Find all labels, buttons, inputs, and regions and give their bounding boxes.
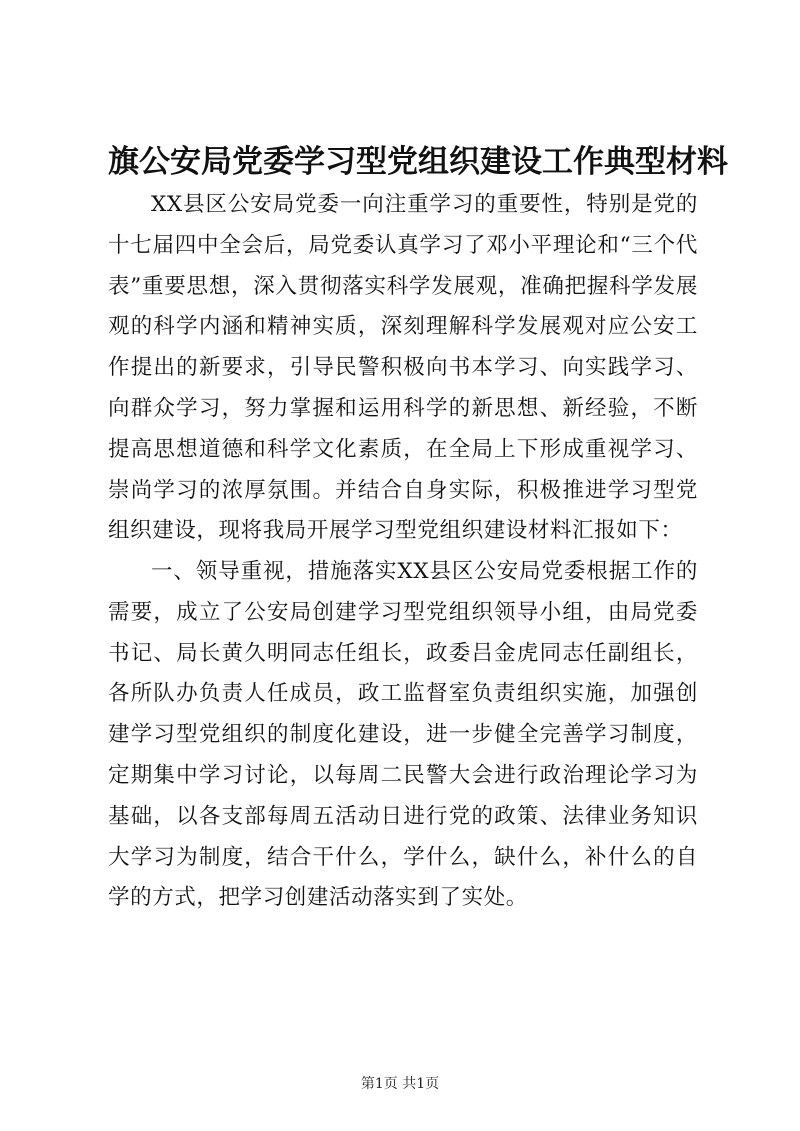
body-paragraph-intro: XX县区公安局党委一向注重学习的重要性，特别是党的十七届四中全会后，局党委认真学习了邓小平理论和“三个代表”重要思想，深入贯彻落实科学发展观，准确把握科学发展观的科学内涵和精神实质，深刻理解科学发展观对应公安工作提出的新要求，引导民警积极向书本学习、向实践学习、向群众学习，努力掌握和运用科学的新思想、新经验，不断提高思想道德和科学文化素质，在全局上下形成重视学习、崇尚学习的浓厚氛围。并结合自身实际，积极推进学习型党组织建设，现将我局开展学习型党组织建设材料汇报如下： (108, 192, 698, 544)
body-paragraph-section-one: 一、领导重视，措施落实XX县区公安局党委根据工作的需要，成立了公安局创建学习型党组织领导小组，由局党委书记、局长黄久明同志任组长，政委吕金虎同志任副组长，各所队办负责人任成员，政工监督室负责组织实施，加强创建学习型党组织的制度化建设，进一步健全完善学习制度，定期集中学习讨论，以每周二民警大会进行政治理论学习为基础，以各支部每周五活动日进行党的政策、法律业务知识大学习为制度，结合干什么，学什么，缺什么，补什么的自学的方式，把学习创建活动落实到了实处。 (108, 559, 698, 911)
page-footer: 第1页 共1页 (360, 1076, 440, 1092)
document-title: 旗公安局党委学习型党组织建设工作典型材料 (108, 144, 728, 180)
